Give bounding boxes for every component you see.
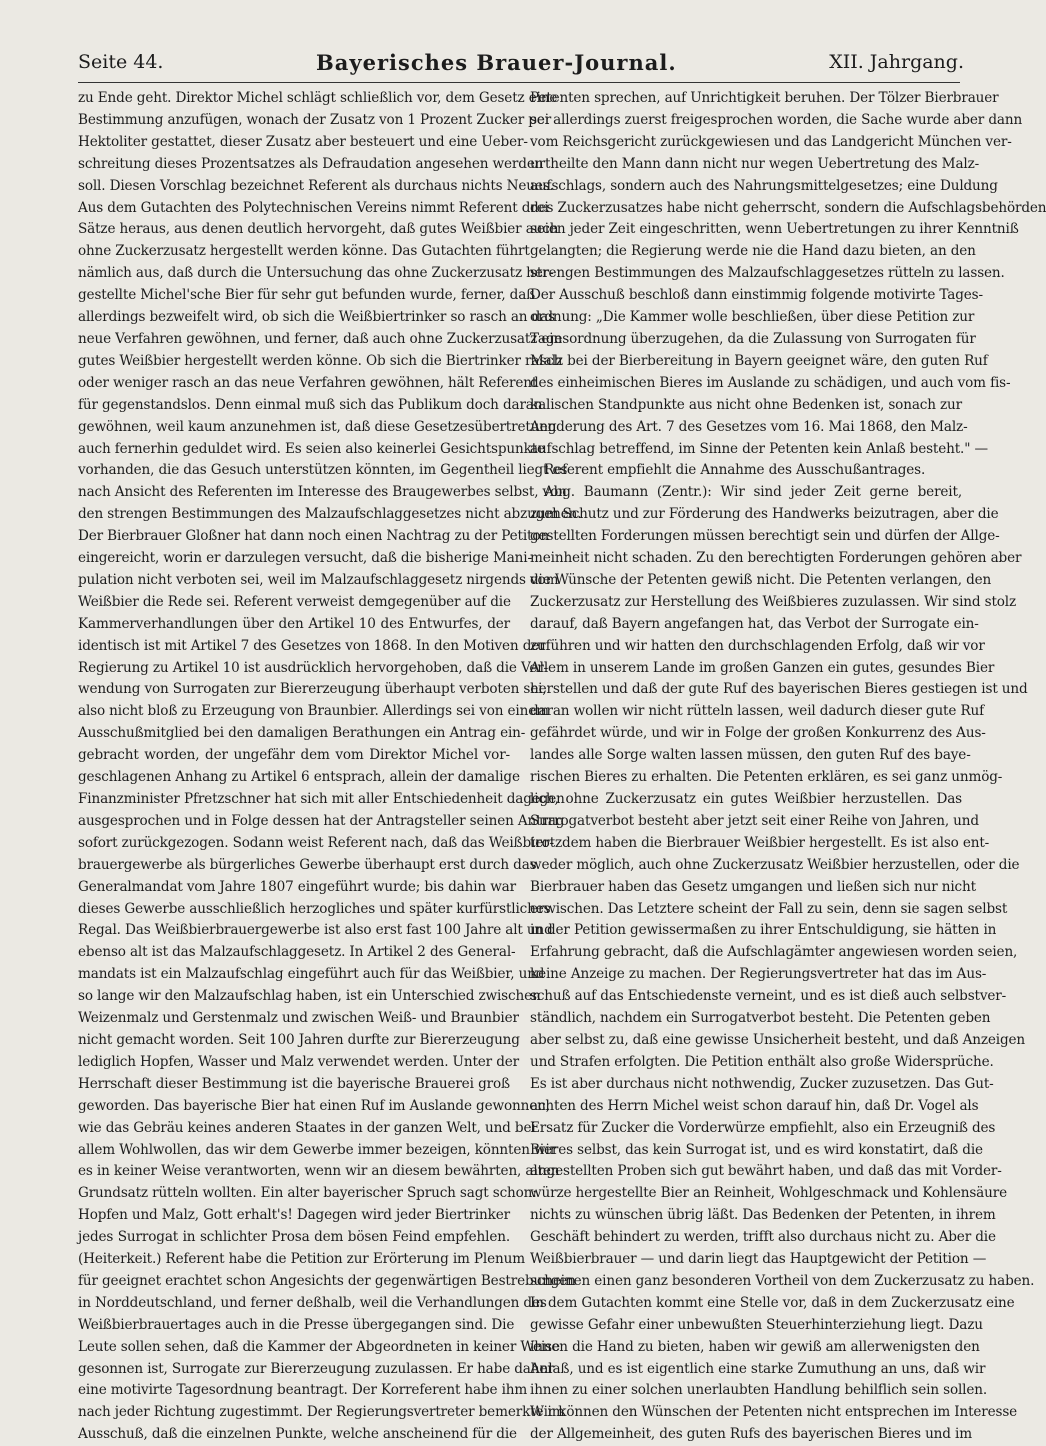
text-line: Bierbrauer haben das Gesetz umgangen und ließen sich nur nicht <box>530 878 976 895</box>
text-line: Sätze heraus, aus denen deutlich hervorgeht, daß gutes Weißbier auch <box>78 221 559 238</box>
text-line: in Norddeutschland, und ferner deßhalb, weil die Verhandlungen des <box>78 1294 547 1311</box>
text-line: Der Ausschuß beschloß dann einstimmig folgende motivirte Tages- <box>530 287 983 304</box>
text-line: Hektoliter gestattet, dieser Zusatz aber besteuert und eine Ueber- <box>78 133 528 150</box>
text-line: Aus dem Gutachten des Polytechnischen Vereins nimmt Referent drei <box>78 199 549 216</box>
text-line: Tagesordnung überzugehen, da die Zulassung von Surrogaten für <box>530 330 976 347</box>
text-line: wendung von Surrogaten zur Biererzeugung überhaupt verboten sei, <box>78 681 547 698</box>
text-line: Generalmandat vom Jahre 1807 eingeführt wurde; bis dahin war <box>78 878 516 895</box>
text-line: (Heiterkeit.) Referent habe die Petition zur Erörterung im Plenum <box>78 1251 525 1268</box>
text-line: nichts zu wünschen übrig läßt. Das Bedenken der Petenten, in ihrem <box>530 1207 996 1224</box>
text-line: gelangten; die Regierung werde nie die Hand dazu bieten, an den <box>530 243 976 260</box>
text-line: gewöhnen, weil kaum anzunehmen ist, daß diese Gesetzesübertretung <box>78 418 557 435</box>
text-line: sei allerdings zuerst freigesprochen worden, die Sache wurde aber dann <box>530 111 1023 128</box>
text-line: Weißbier die Rede sei. Referent verweist demgegenüber auf die <box>78 593 511 610</box>
text-line: in der Petition gewissermaßen zu ihrer Entschuldigung, sie hätten in <box>530 922 997 939</box>
text-line: Anlaß, und es ist eigentlich eine starke Zumuthung an uns, daß wir <box>530 1360 986 1377</box>
page-number: Seite 44. <box>78 51 164 73</box>
text-line: Weizenmalz und Gerstenmalz und zwischen Weiß- und Braunbier <box>78 1010 519 1027</box>
text-line: pulation nicht verboten sei, weil im Malzaufschlaggesetz nirgends vom <box>78 571 559 588</box>
text-line: des Zuckerzusatzes habe nicht geherrscht, sondern die Aufschlagsbehörden <box>530 199 1046 216</box>
text-line: urtheilte den Mann dann nicht nur wegen Uebertretung des Malz- <box>530 155 980 172</box>
text-line: ausgesprochen und in Folge dessen hat der Antragsteller seinen Antrag <box>78 812 565 829</box>
text-line: schreitung dieses Prozentsatzes als Defraudation angesehen werden <box>78 155 544 172</box>
text-line: Finanzminister Pfretzschner hat sich mit aller Entschiedenheit dagegen <box>78 791 565 807</box>
text-line: würze hergestellte Bier an Reinheit, Wohlgeschmack und Kohlensäure <box>530 1185 1007 1202</box>
text-line: nicht gemacht worden. Seit 100 Jahren durfte zur Biererzeugung <box>78 1031 520 1048</box>
text-line: strengen Bestimmungen des Malzaufschlaggesetzes rütteln zu lassen. <box>530 265 1005 282</box>
text-line: ihnen zu einer solchen unerlaubten Handlung behilflich sein sollen. <box>530 1382 988 1399</box>
text-line: die Wünsche der Petenten gewiß nicht. Die Petenten verlangen, den <box>530 571 992 588</box>
text-line: für gegenstandslos. Denn einmal muß sich das Publikum doch daran <box>78 396 543 413</box>
text-line: lich, ohne Zuckerzusatz ein gutes Weißbier herzustellen. Das <box>530 791 962 807</box>
text-line: vorhanden, die das Gesuch unterstützen könnten, im Gegentheil liegt es <box>78 462 568 479</box>
text-line: Weißbierbrauer — und darin liegt das Hauptgewicht der Petition — <box>530 1251 987 1268</box>
text-line: ihnen die Hand zu bieten, haben wir gewiß am allerwenigsten den <box>530 1338 980 1355</box>
text-line: des einheimischen Bieres im Auslande zu schädigen, und auch vom fis- <box>530 374 1011 391</box>
text-line: eine motivirte Tagesordnung beantragt. Der Korreferent habe ihm <box>78 1382 528 1399</box>
text-line: brauergewerbe als bürgerliches Gewerbe überhaupt erst durch das <box>78 856 537 873</box>
text-line: gutes Weißbier hergestellt werden könne. Ob sich die Biertrinker rasch <box>78 352 563 369</box>
text-line: ebenso alt ist das Malzaufschlaggesetz. In Artikel 2 des General- <box>78 944 516 961</box>
text-line: seien jeder Zeit eingeschritten, wenn Uebertretungen zu ihrer Kenntniß <box>530 221 1019 238</box>
text-line: aufschlags, sondern auch des Nahrungsmittelgesetzes; eine Duldung <box>530 177 998 194</box>
volume-label: XII. Jahrgang. <box>829 51 964 73</box>
text-line: lediglich Hopfen, Wasser und Malz verwendet werden. Unter der <box>78 1053 519 1070</box>
text-line: darauf, daß Bayern angefangen hat, das Verbot der Surrogate ein- <box>530 615 979 632</box>
text-line: Wir können den Wünschen der Petenten nicht entsprechen im Interesse <box>530 1404 1018 1421</box>
text-line: angestellten Proben sich gut bewährt haben, und daß das mit Vorder- <box>530 1163 1002 1180</box>
text-line: Ausschußmitglied bei den damaligen Berathungen ein Antrag ein- <box>78 725 526 742</box>
text-line: identisch ist mit Artikel 7 des Gesetzes von 1868. In den Motiven der <box>78 637 546 654</box>
text-line: aufschlag betreffend, im Sinne der Petenten kein Anlaß besteht." — <box>530 440 988 457</box>
text-line: Ausschuß, daß die einzelnen Punkte, welche anscheinend für die <box>78 1426 517 1443</box>
text-line: achten des Herrn Michel weist schon darauf hin, daß Dr. Vogel als <box>530 1097 979 1114</box>
header-rule <box>78 82 960 83</box>
text-line: oder weniger rasch an das neue Verfahren gewöhnen, hält Referent <box>78 374 538 391</box>
text-line: dieses Gewerbe ausschließlich herzogliches und später kurfürstliches <box>78 900 551 917</box>
text-line: so lange wir den Malzaufschlag haben, ist ein Unterschied zwischen <box>78 988 541 1005</box>
text-line: wie das Gebräu keines anderen Staates in der ganzen Welt, und bei <box>78 1119 536 1136</box>
text-line: nach jeder Richtung zugestimmt. Der Regierungsvertreter bemerkte im <box>78 1404 565 1421</box>
text-line: jedes Surrogat in schlichter Prosa dem bösen Feind empfehlen. <box>78 1229 510 1246</box>
text-line: Regal. Das Weißbierbrauergewerbe ist also erst fast 100 Jahre alt und <box>78 922 553 939</box>
text-line: Der Bierbrauer Gloßner hat dann noch einen Nachtrag zu der Petiton <box>78 528 549 545</box>
text-line: Malz bei der Bierbereitung in Bayern geeignet wäre, den guten Ruf <box>530 352 988 369</box>
text-line: Allem in unserem Lande im großen Ganzen ein gutes, gesundes Bier <box>530 659 995 676</box>
text-line: gesonnen ist, Surrogate zur Biererzeugung zuzulassen. Er habe daher <box>78 1360 554 1377</box>
text-line: trotzdem haben die Bierbrauer Weißbier hergestellt. Es ist also ent- <box>530 834 990 851</box>
text-line: soll. Diesen Vorschlag bezeichnet Referent als durchaus nichts Neues. <box>78 177 554 194</box>
text-line: allerdings bezweifelt wird, ob sich die Weißbiertrinker so rasch an das <box>78 309 555 326</box>
text-line: Es ist aber durchaus nicht nothwendig, Zucker zuzusetzen. Das Gut- <box>530 1075 994 1092</box>
text-line: Weißbierbrauertages auch in die Presse übergegangen sind. Die <box>78 1316 515 1333</box>
text-line: Aenderung des Art. 7 des Gesetzes vom 16. Mai 1868, den Malz- <box>530 418 968 435</box>
journal-title: Bayerisches Brauer-Journal. <box>316 49 677 75</box>
text-line: allem Wohlwollen, das wir dem Gewerbe immer bezeigen, könnten wir <box>78 1141 557 1158</box>
page-header <box>78 44 964 80</box>
text-line: ordnung: „Die Kammer wolle beschließen, über diese Petition zur <box>530 309 975 326</box>
text-line: geschlagenen Anhang zu Artikel 6 entsprach, allein der damalige <box>78 769 520 786</box>
text-line: Bestimmung anzufügen, wonach der Zusatz von 1 Prozent Zucker per <box>78 111 552 128</box>
text-line: Leute sollen sehen, daß die Kammer der Abgeordneten in keiner Weise <box>78 1338 560 1355</box>
text-line: Ersatz für Zucker die Vorderwürze empfiehlt, also ein Erzeugniß des <box>530 1119 996 1136</box>
text-line: nach Ansicht des Referenten im Interesse des Braugewerbes selbst, von <box>78 484 567 501</box>
text-line: Grundsatz rütteln wollten. Ein alter bayerischer Spruch sagt schon: <box>78 1185 537 1202</box>
text-line: landes alle Sorge walten lassen müssen, den guten Ruf des baye- <box>530 747 971 764</box>
text-line: gestellte Michel'sche Bier für sehr gut befunden wurde, ferner, daß <box>78 287 536 304</box>
text-line: aber selbst zu, daß eine gewisse Unsicherheit besteht, und daß Anzeigen <box>530 1031 1026 1048</box>
text-line: gefährdet würde, und wir in Folge der großen Konkurrenz des Aus- <box>530 725 986 742</box>
text-line: gewisse Gefahr einer unbewußten Steuerhinterziehung liegt. Dazu <box>530 1316 983 1333</box>
text-line: herstellen und daß der gute Ruf des bayerischen Bieres gestiegen ist und <box>530 681 1028 698</box>
text-line: vom Reichsgericht zurückgewiesen und das Landgericht München ver- <box>530 133 1012 150</box>
text-line: gestellten Forderungen müssen berechtigt sein und dürfen der Allge- <box>530 528 1000 545</box>
text-line: erwischen. Das Letztere scheint der Fall zu sein, denn sie sagen selbst <box>530 900 1008 917</box>
text-line: und Strafen erfolgten. Die Petition enthält also große Widersprüche. <box>530 1053 994 1070</box>
text-line: rischen Bieres zu erhalten. Die Petenten erklären, es sei ganz unmög- <box>530 769 1003 786</box>
text-line: nämlich aus, daß durch die Untersuchung das ohne Zuckerzusatz her- <box>78 265 554 282</box>
text-line: mandats ist ein Malzaufschlag eingeführt auch für das Weißbier, und <box>78 966 545 983</box>
text-line: eingereicht, worin er darzulegen versucht, daß die bisherige Mani- <box>78 550 532 567</box>
right-column <box>530 88 1046 1443</box>
text-line: geworden. Das bayerische Bier hat einen Ruf im Auslande gewonnen, <box>78 1097 550 1114</box>
text-line: meinheit nicht schaden. Zu den berechtigten Forderungen gehören aber <box>530 550 1022 567</box>
text-line: Zuckerzusatz zur Herstellung des Weißbieres zuzulassen. Wir sind stolz <box>530 593 1017 610</box>
text-line: zu Ende geht. Direktor Michel schlägt schließlich vor, dem Gesetz eine <box>78 90 558 106</box>
text-line: weder möglich, auch ohne Zuckerzusatz Weißbier herzustellen, oder die <box>530 856 1020 873</box>
text-line: ohne Zuckerzusatz hergestellt werden könne. Das Gutachten führt <box>78 243 530 260</box>
text-line: Referent empfiehlt die Annahme des Ausschußantrages. <box>544 462 926 479</box>
text-line: Erfahrung gebracht, daß die Aufschlagämter angewiesen worden seien, <box>530 944 1018 961</box>
text-line: gebracht worden, der ungefähr dem vom Direktor Michel vor- <box>78 747 510 764</box>
text-line: sofort zurückgezogen. Sodann weist Referent nach, daß das Weißbier- <box>78 834 554 851</box>
text-line: ständlich, nachdem ein Surrogatverbot besteht. Die Petenten geben <box>530 1010 991 1027</box>
text-line: zum Schutz und zur Förderung des Handwerks beizutragen, aber die <box>530 506 999 523</box>
text-line: kalischen Standpunkte aus nicht ohne Bedenken ist, sonach zur <box>530 396 962 413</box>
text-line: daran wollen wir nicht rütteln lassen, weil dadurch dieser gute Ruf <box>530 703 985 720</box>
text-line: Hopfen und Malz, Gott erhalt's! Dagegen wird jeder Biertrinker <box>78 1207 510 1224</box>
text-line: Regierung zu Artikel 10 ist ausdrücklich hervorgehoben, daß die Ver- <box>78 659 549 676</box>
text-line: In dem Gutachten kommt eine Stelle vor, daß in dem Zuckerzusatz eine <box>530 1294 1015 1311</box>
text-line: auch fernerhin geduldet wird. Es seien also keinerlei Gesichtspunkte <box>78 440 545 457</box>
text-line: Abg. Baumann (Zentr.): Wir sind jeder Zeit gerne bereit, <box>544 484 962 501</box>
text-line: der Allgemeinheit, des guten Rufs des bayerischen Bieres und im <box>530 1426 972 1443</box>
text-line: es in keiner Weise verantworten, wenn wir an diesem bewährten, alten <box>78 1163 560 1180</box>
text-line: Herrschaft dieser Bestimmung ist die bayerische Brauerei groß <box>78 1075 510 1092</box>
left-column <box>78 88 582 1443</box>
text-line: Bieres selbst, das kein Surrogat ist, und es wird konstatirt, daß die <box>530 1141 983 1158</box>
text-line: keine Anzeige zu machen. Der Regierungsvertreter hat das im Aus- <box>530 966 987 983</box>
text-line: neue Verfahren gewöhnen, und ferner, daß auch ohne Zuckerzusatz ein <box>78 330 563 347</box>
text-line: den strengen Bestimmungen des Malzaufschlaggesetzes nicht abzugehen. <box>78 506 582 523</box>
text-line: Kammerverhandlungen über den Artikel 10 des Entwurfes, der <box>78 615 510 632</box>
text-line: für geeignet erachtet schon Angesichts der gegenwärtigen Bestrebungen <box>78 1272 576 1289</box>
text-line: Petenten sprechen, auf Unrichtigkeit beruhen. Der Tölzer Bierbrauer <box>530 90 999 106</box>
text-line: schuß auf das Entschiedenste verneint, und es ist dieß auch selbstver- <box>530 988 1007 1005</box>
text-line: also nicht bloß zu Erzeugung von Braunbier. Allerdings sei von einem <box>78 703 549 720</box>
text-line: scheinen einen ganz besonderen Vortheil von dem Zuckerzusatz zu haben. <box>530 1272 1035 1289</box>
text-line: zuführen und wir hatten den durchschlagenden Erfolg, daß wir vor <box>530 637 985 654</box>
text-line: Surrogatverbot besteht aber jetzt seit einer Reihe von Jahren, und <box>530 812 979 829</box>
text-line: Geschäft behindert zu werden, trifft also durchaus nicht zu. Aber die <box>530 1229 996 1246</box>
